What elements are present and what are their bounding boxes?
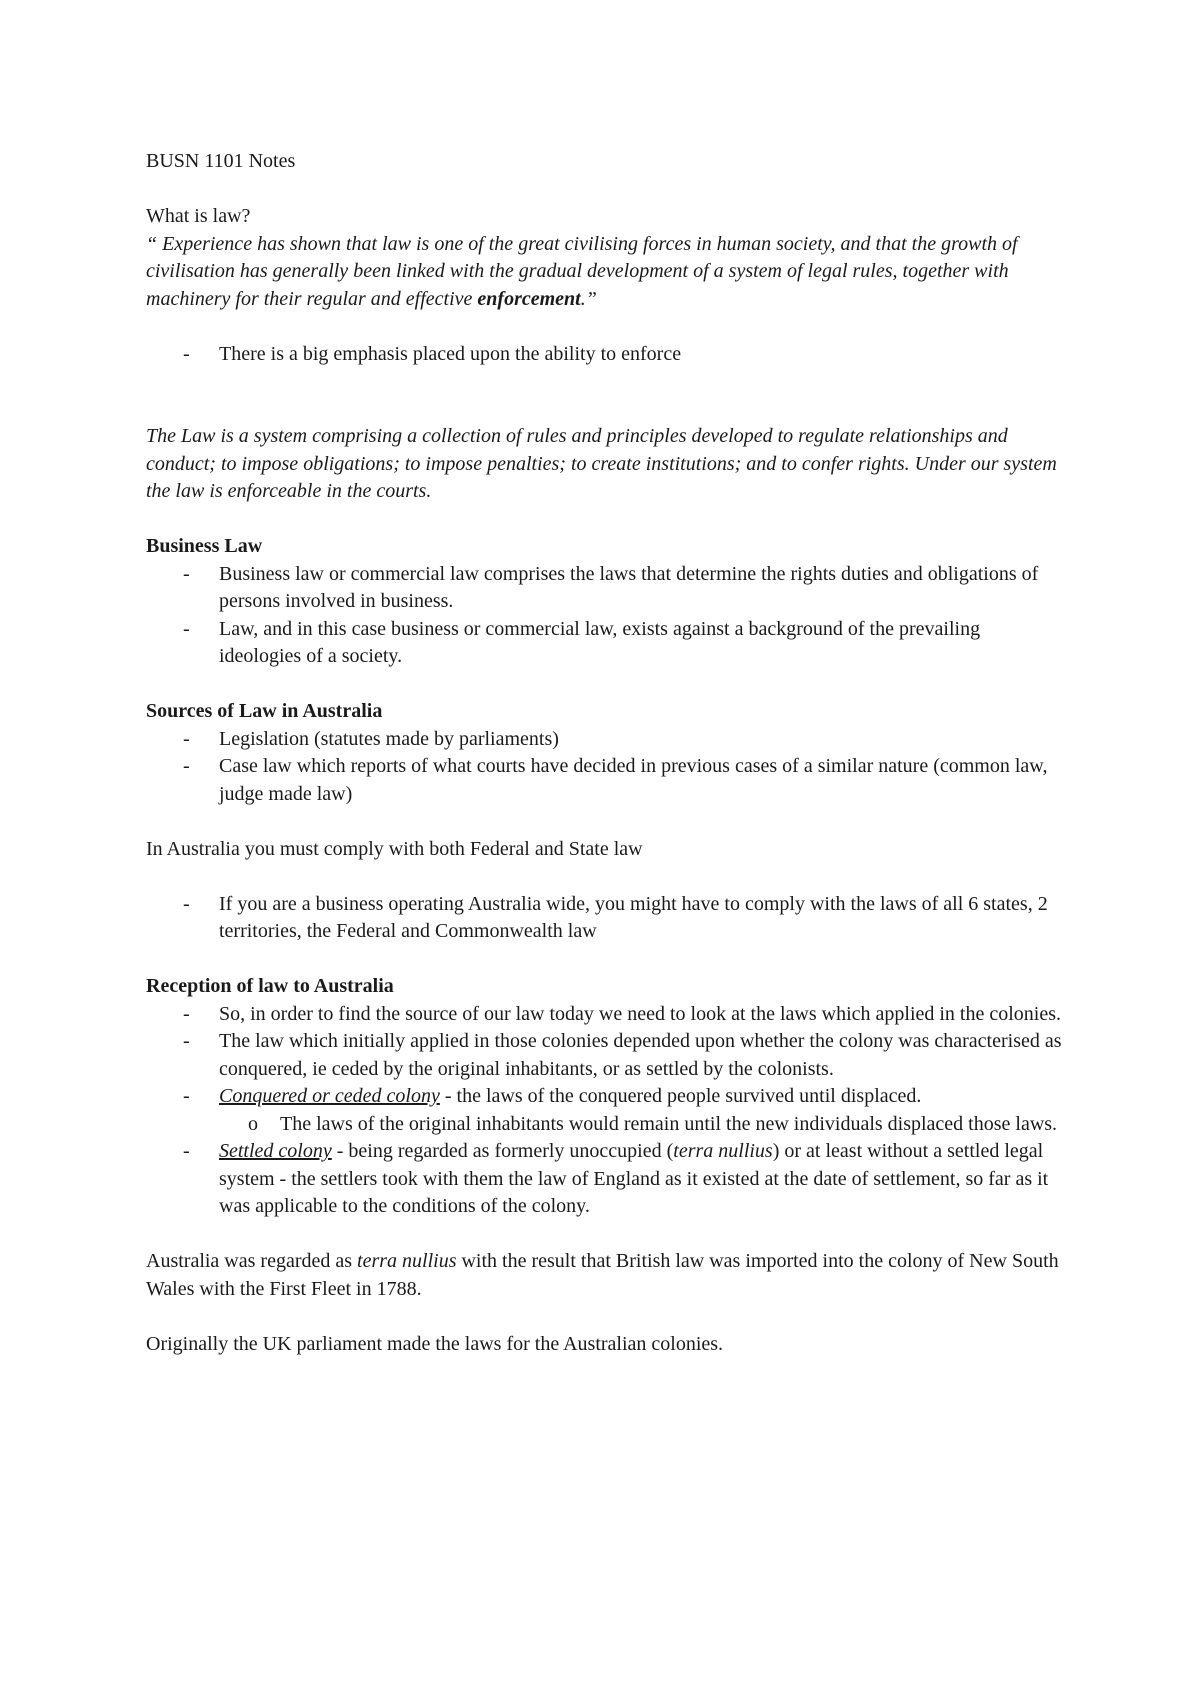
- list-item: [146, 616, 1066, 671]
- quote-end: .”: [580, 287, 597, 310]
- law-quote: [146, 231, 1066, 314]
- terra-nullius-term: terra nullius: [673, 1140, 773, 1162]
- list-item-text: - the laws of the conquered people survived until displaced.: [439, 1085, 922, 1107]
- paragraph-text-end: with the result that British law was imported into the colony of New South Wales with the First Fleet in 1788.: [146, 1250, 1059, 1300]
- list-item-text: The law which initially applied in those colonies depended upon whether the colony was characterised as conquered, ie ceded by the original inhabitants, or as settled by the colonists.: [219, 1030, 1062, 1080]
- list-item-text: - being regarded as formerly unoccupied (: [331, 1140, 674, 1162]
- terra-nullius-paragraph: [146, 1248, 1066, 1303]
- reception-list: [146, 1001, 1066, 1221]
- sources-heading: Sources of Law in Australia: [146, 700, 383, 722]
- emphasis-list: [146, 341, 1066, 369]
- settled-colony-term: Settled colony: [219, 1140, 332, 1162]
- terra-nullius-term: terra nullius: [357, 1250, 457, 1272]
- conquered-sublist: [146, 1111, 1066, 1139]
- list-item-text: There is a big emphasis placed upon the ability to enforce: [219, 342, 682, 365]
- quote-text: “ Experience has shown that law is one of the great civilising forces in human society, and that the growth of civilisation has generally been linked with the gradual development of a system of legal rules, together with machinery for their regular and effective: [146, 232, 1018, 310]
- dash-bullet: -: [183, 342, 190, 365]
- dash-bullet: -: [183, 1002, 190, 1025]
- document-title: BUSN 1101 Notes: [146, 150, 296, 172]
- list-item-text: Business law or commercial law comprises the laws that determine the rights duties and obligations of persons involved in business.: [219, 562, 1039, 612]
- list-item-text: If you are a business operating Australia wide, you might have to comply with the laws of all 6 states, 2 territories, the Federal and Commonwealth law: [219, 892, 1048, 942]
- conquered-colony-term: Conquered or ceded colony: [219, 1085, 440, 1107]
- comply-paragraph: In Australia you must comply with both Federal and State law: [146, 837, 643, 860]
- dash-bullet: -: [183, 727, 190, 750]
- dash-bullet: -: [183, 562, 190, 585]
- sources-list: [146, 726, 1066, 809]
- dash-bullet: -: [183, 892, 190, 915]
- dash-bullet: -: [183, 1140, 190, 1162]
- circle-bullet: o: [248, 1112, 258, 1135]
- paragraph-text: Australia was regarded as: [146, 1250, 358, 1272]
- uk-parliament-paragraph: Originally the UK parliament made the laws for the Australian colonies.: [146, 1332, 724, 1355]
- document-page: [146, 148, 1066, 1358]
- list-item: [146, 726, 1066, 754]
- comply-list: [146, 891, 1066, 946]
- sublist-item-text: The laws of the original inhabitants would remain until the new individuals displaced those laws.: [280, 1112, 1058, 1135]
- list-item: [146, 341, 1066, 369]
- sublist-item: [146, 1111, 1066, 1139]
- list-item-text-end: ) or at least without a settled legal system - the settlers took with them the law of England as it existed at the date of settlement, so far as it was applicable to the conditions of the colony.: [219, 1140, 1049, 1217]
- list-item-text: Law, and in this case business or commercial law, exists against a background of the prevailing ideologies of a society.: [219, 617, 981, 667]
- list-item: [146, 1001, 1066, 1029]
- business-law-list: [146, 561, 1066, 671]
- list-item: [146, 891, 1066, 946]
- what-is-law-question: What is law?: [146, 205, 251, 227]
- business-law-heading: Business Law: [146, 535, 263, 557]
- dash-bullet: -: [183, 1085, 190, 1107]
- law-definition: The Law is a system comprising a collection of rules and principles developed to regulate relationships and conduct; to impose obligations; to impose penalties; to create institutions; and to confer rights. Under our system the law is enforceable in the courts.: [146, 425, 1057, 502]
- list-item-text: So, in order to find the source of our law today we need to look at the laws which applied in the colonies.: [219, 1002, 1062, 1025]
- list-item: [146, 1028, 1066, 1083]
- dash-bullet: -: [183, 617, 190, 640]
- dash-bullet: -: [183, 1030, 190, 1052]
- list-item-text: Legislation (statutes made by parliaments): [219, 727, 559, 750]
- list-item: [146, 1083, 1066, 1138]
- quote-bold-word: enforcement: [477, 287, 581, 310]
- reception-heading: Reception of law to Australia: [146, 975, 394, 997]
- list-item-text: Case law which reports of what courts have decided in previous cases of a similar nature (common law, judge made law): [219, 755, 1048, 805]
- dash-bullet: -: [183, 755, 190, 777]
- list-item: [146, 1138, 1066, 1221]
- list-item: [146, 753, 1066, 808]
- list-item: [146, 561, 1066, 616]
